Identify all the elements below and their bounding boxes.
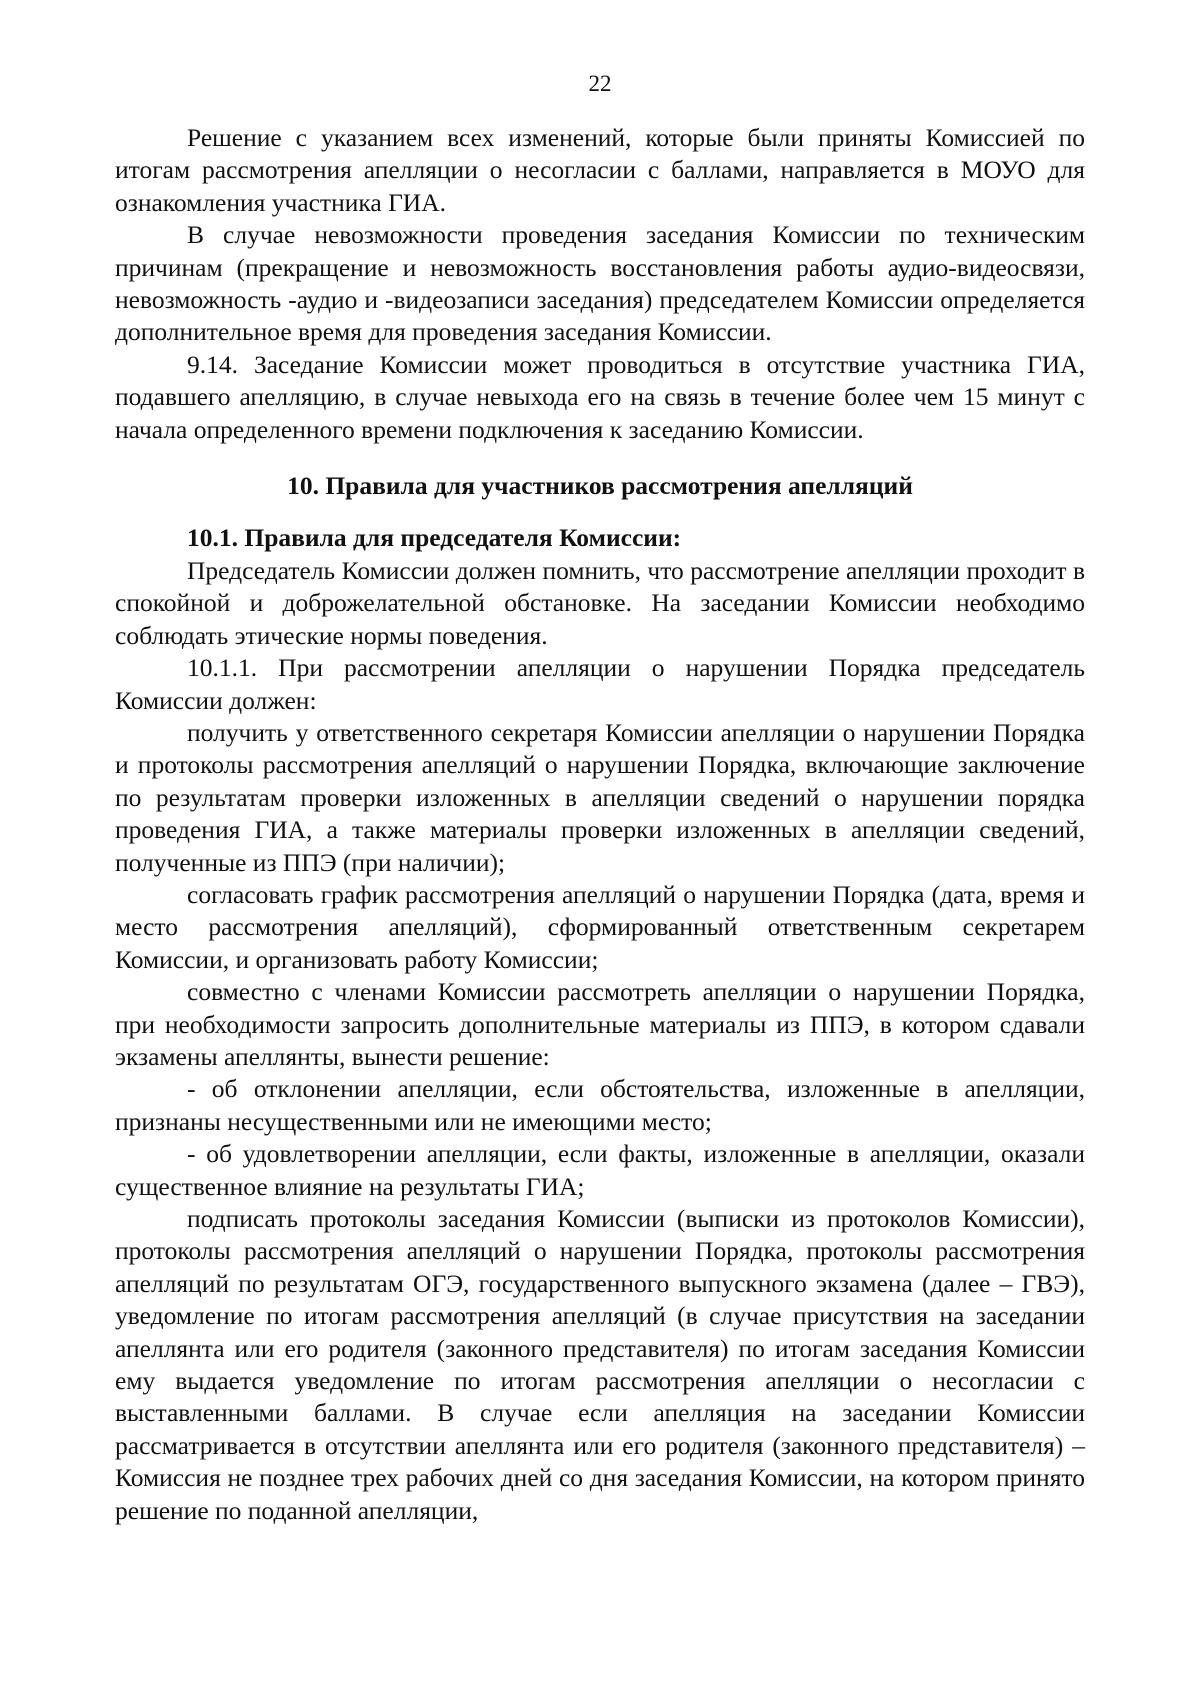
- paragraph: согласовать график рассмотрения апелляций о нарушении Порядка (дата, время и место рассмотрения апелляций), сформированный ответственным секретарем Комиссии, и организовать работу Комиссии;: [115, 879, 1085, 974]
- paragraph: подписать протоколы заседания Комиссии (выписки из протоколов Комиссии), протоколы рассмотрения апелляций о нарушении Порядка, протоколы рассмотрения апелляций по результатам ОГЭ, государственного выпускного экзамена (далее – ГВЭ), уведомление по итогам рассмотрения апелляций (в случае присутствия на заседании апеллянта или его родителя (законного представителя) по итогам заседания Комиссии ему выдается уведомление по итогам рассмотрения апелляции о несогласии с выставленными баллами. В случае если апелляция на заседании Комиссии рассматривается в отсутствии апеллянта или его родителя (законного представителя) – Комиссия не позднее трех рабочих дней со дня заседания Комиссии, на котором принято решение по поданной апелляции,: [115, 1204, 1085, 1525]
- section-heading: 10. Правила для участников рассмотрения апелляций: [287, 471, 913, 501]
- page-number: 22: [588, 71, 612, 96]
- paragraph: 10.1.1. При рассмотрении апелляции о нарушении Порядка председатель Комиссии должен:: [115, 653, 1085, 715]
- paragraph: В случае невозможности проведения заседания Комиссии по техническим причинам (прекращение и невозможность восстановления работы аудио-видеосвязи, невозможность -аудио и -видеозаписи заседания) председателем Комиссии определяется дополнительное время для проведения заседания Комиссии.: [115, 220, 1085, 347]
- paragraph: - об отклонении апелляции, если обстоятельства, изложенные в апелляции, признаны несущественными или не имеющими место;: [115, 1074, 1085, 1136]
- paragraph: получить у ответственного секретаря Комиссии апелляции о нарушении Порядка и протоколы рассмотрения апелляций о нарушении Порядка, включающие заключение по результатам проверки изложенных в апелляции сведений о нарушении порядка проведения ГИА, а также материалы проверки изложенных в апелляции сведений, полученные из ППЭ (при наличии);: [115, 717, 1085, 877]
- paragraph: - об удовлетворении апелляции, если факты, изложенные в апелляции, оказали существенное влияние на результаты ГИА;: [115, 1139, 1085, 1201]
- paragraph: Председатель Комиссии должен помнить, что рассмотрение апелляции проходит в спокойной и доброжелательной обстановке. На заседании Комиссии необходимо соблюдать этические нормы поведения.: [115, 555, 1085, 650]
- page-content: [115, 122, 1085, 1527]
- subsection-heading: 10.1. Правила для председателя Комиссии:: [187, 523, 682, 553]
- paragraph: 9.14. Заседание Комиссии может проводиться в отсутствие участника ГИА, подавшего апелляцию, в случае невыхода его на связь в течение более чем 15 минут с начала определенного времени подключения к заседанию Комиссии.: [115, 349, 1085, 444]
- paragraph: Решение с указанием всех изменений, которые были приняты Комиссией по итогам рассмотрения апелляции о несогласии с баллами, направляется в МОУО для ознакомления участника ГИА.: [115, 123, 1085, 217]
- paragraph: совместно с членами Комиссии рассмотреть апелляции о нарушении Порядка, при необходимости запросить дополнительные материалы из ППЭ, в котором сдавали экзамены апеллянты, вынести решение:: [115, 977, 1085, 1071]
